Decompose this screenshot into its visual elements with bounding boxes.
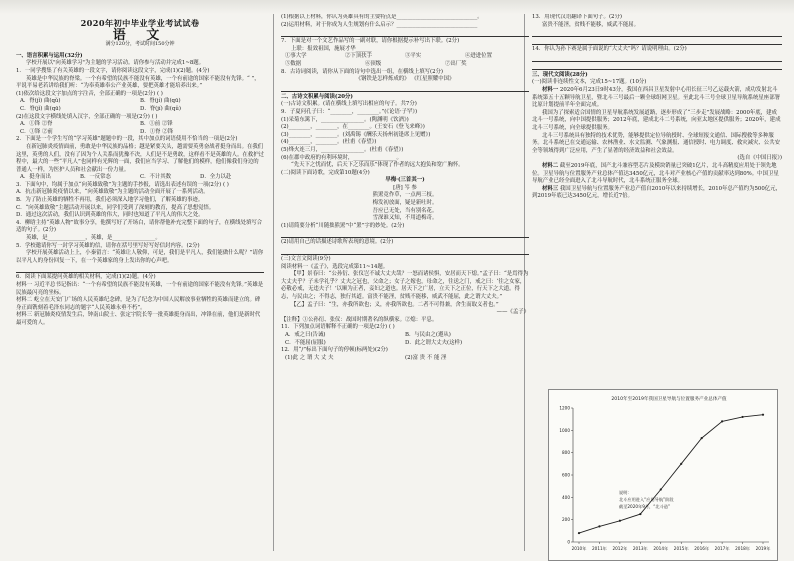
option: B．①前 ②锋 [140, 121, 173, 128]
option: (2)富 贵 不 能 淫 [405, 354, 447, 361]
y-tick-label: 600 [562, 472, 570, 478]
option: ⑤数据 [285, 60, 302, 67]
q7-text: 上联：报效祖国，施展才华______ [291, 45, 372, 52]
column-2 [281, 14, 529, 553]
poem-line: 吾应已无处，当有别名花。 [372, 207, 438, 214]
section-3a: (一)阅读非连续性文本，完成15~17题。(10分) [532, 79, 647, 86]
q6-2: (2)运用材料，对于你成为人生规划有什么启示？______________________________ [281, 21, 478, 28]
q13-text: 富贵不能淫，贫贱不能移，威武不能屈。 [542, 21, 640, 28]
x-tick-label: 2012年 [612, 546, 628, 551]
data-point [721, 420, 723, 422]
chart-marks [578, 414, 764, 535]
answer-line[interactable] [532, 63, 782, 70]
section-2c: (三)文言文阅读(9分) [281, 256, 331, 263]
option: ④进进位置 [465, 53, 492, 60]
option: D．此之谓大丈夫(这样) [405, 339, 463, 346]
q3-option-d: D．通过这次活动，我们认识到英雄的伟大，同时也知道了平凡人的伟大之处。 [16, 212, 204, 219]
data-point [619, 520, 621, 522]
option: D．①脊 ②锋 [140, 128, 173, 135]
material-1-para-3: 北斗三号系统具有独特的技术优势，能够提供定位导航授时、全球短报文通信、国际搜救等多种服务。北斗系统已在交通运输、农林渔业、水文监测、气象测报、通信授时、电力调度、救灾减灾、公共安全等领域得到广泛应用，产生了显著的经济效益和社会效益。 [532, 132, 780, 154]
material-2-text [532, 163, 782, 186]
option: B．与民由之(遵从) [405, 331, 451, 338]
x-tick-label: 2010年 [571, 546, 587, 551]
option: C．不计其数 [140, 174, 172, 181]
q3-option-a: A．抗击新冠肺炎疫情以来，“向英雄致敬”为主题的活动全面开展了一系列活动。 [16, 189, 209, 196]
chart-annotation-1: 说明： [619, 490, 632, 495]
option: ③平实 [405, 53, 422, 60]
x-tick-label: 2014年 [653, 546, 669, 551]
option: ⑥顶级 [365, 60, 382, 67]
classical-intro: 阅读材料一《孟子》，选段完成第11~14题。 [281, 263, 389, 270]
material-3-body: 我国卫星导航与位置服务产业总产值自2010年以来持续增长，2010年总产值约为500亿元，到2019年底已达3450亿元，增长近7倍。 [532, 185, 781, 200]
chart-annotation-3: 截至2020年9月，“北斗造” [619, 504, 671, 509]
y-tick-label: 0 [567, 539, 570, 545]
q4-stem: 4．柳晗主持“英雄人物”故事分享，他撰写好了开场白，请你帮他补充完整下面的句子，在横线处填写合适的句子。(2分) [16, 219, 263, 234]
classical-source: ——《孟子》 [496, 309, 529, 316]
data-point [762, 414, 764, 416]
option: A．脊(jǐ) 曲(qǔ) [20, 98, 61, 105]
q5-text: 学校开展英雄活动上上，小秦留言：“英雄让人敬仰，可是，我们是平凡人，我们能做什么呢？”请你以平凡人的身份回复一下，在一个英雄家的身上发出你的心声吧。 [16, 250, 264, 264]
data-point [578, 532, 580, 534]
answer-line[interactable] [281, 231, 529, 238]
option: C．不能屈(屈服) [285, 339, 326, 346]
q10-1: (1)请简要分析“川随拙熊罴”中“罴”字的妙处。(2分) [281, 222, 405, 229]
material-2: 材料二 屹立在天安门广场的人民英雄纪念碑，是为了纪念为中国人民解放事业牺牲的英雄而建立的。碑身正面镌刻着毛泽东同志的题字“人民英雄永垂不朽”。 [16, 297, 261, 311]
intro-text: 学校开展以"向英雄学习"为主题的学习活动。请你参与活动并完成1~8题。 [26, 60, 205, 67]
answer-line[interactable] [16, 266, 264, 273]
chart-annotation-2: 北斗应用进入“应用导航”阶段 [619, 497, 674, 502]
section-2-heading: 二、古诗文积累与阅读(20分) [281, 93, 353, 100]
y-tick-label: 1200 [559, 405, 570, 411]
series-line [579, 415, 763, 533]
x-tick-label: 2017年 [714, 546, 730, 551]
x-tick-label: 2018年 [735, 546, 750, 551]
s2-item: 9．子夏问孔子曰：“________，________。”(《论语·子罕》) [281, 108, 418, 115]
s2-item: (5)烽火连三月，________________。(杜甫《春望》) [281, 146, 404, 153]
answer-line[interactable] [532, 38, 782, 45]
option: C．①锋 ②前 [20, 128, 53, 135]
answer-line[interactable] [281, 30, 529, 37]
section-2b: (二)阅读下面诗歌，完成第10题(4分) [281, 169, 370, 176]
subject-title: 语 文 [112, 27, 168, 43]
option: C．脊(jǐ) 曲(qū) [20, 105, 61, 112]
q7-options [281, 53, 529, 61]
data-point [741, 416, 743, 418]
q4-text: 英雄，是______________，英雄，是________________。 [26, 235, 161, 242]
q3-option-b: B．为了防止英雄的牺牲不再用，我们必须深入地学习他们，了解英雄的事迹。 [16, 197, 204, 204]
s2-item: (6)在郡中政府的有利环境时，________________。 [281, 154, 402, 161]
q11-options [281, 332, 529, 340]
option: (1)此 之 谓 大 丈 夫 [285, 354, 334, 361]
data-point [680, 463, 682, 465]
poem-line: 熊罴竟作草，一点两三枝。 [372, 192, 438, 199]
answer-line[interactable] [532, 30, 782, 37]
q12-options [281, 355, 529, 363]
y-tick-label: 400 [562, 494, 570, 500]
exam-title: 2020年初中毕业学业考试试卷 [80, 18, 200, 28]
chart-title: 2010年至2019年我国卫星导航与位置服务产业总体产值 [611, 397, 727, 402]
q11-notes: 【注释】①公孙衍、张仪：战国时期著名的纵横家。②熄：平息。 [281, 316, 438, 323]
material-1-body: 2020年6月23日9时43分，我国在西昌卫星发射中心用长征三号乙运载火箭，成功发射北斗系统第五十五颗导航卫星，暨北斗三号最后一颗全球组网卫星。至此北斗三号全球卫星导航系统星座部署比原计划提前半年全面完成。 [532, 86, 780, 109]
option: D．全力以赴 [200, 174, 232, 181]
q1-2-stem: (2)在这段文字横线处填入汉字，全部正确的一项是(2分) ( ) [16, 113, 158, 120]
option: ①事大学 [285, 53, 307, 60]
q12-stem: 12．用“/”标出下面句子的停顿(标两处)(2分) [281, 347, 388, 354]
y-tick-label: 800 [562, 450, 570, 456]
q1-1-options [16, 98, 264, 106]
y-tick-label: 1000 [559, 427, 570, 433]
q1-1-stem: (1)依次给这段文字加点的字注音，全部正确的一项是(2分) ( ) [16, 90, 163, 97]
chart-axes [559, 406, 770, 553]
q5-stem: 5．学校邀请你写一封学习英雄的信，请你在括号里写好写好信封内容。(2分) [16, 242, 200, 249]
q14-stem: 14．你认为孙下赛是属于面说的“大丈夫”吗？请说明理由。(2分) [532, 46, 687, 53]
section-1-heading: 一、语言积累与运用(32分) [16, 52, 83, 59]
material-1-source: (选自《中国日报》) [737, 155, 782, 162]
q1-1-options-b [16, 106, 264, 114]
q11-stem: 11．下列加点词语解释不正确的一项是(2分) ( ) [281, 324, 395, 331]
q2-options [16, 174, 264, 182]
q2-passage: 在新冠肺炎疫情面前，勇敢是中华民族的品格；越是紧要关头，越需要英勇奋战者挺身而出。在我们这里，英勇的人们，没有了因为个人关系而犹豫不决，人们是不是勇敢，这样看不是英雄的人。在救护过程中，最大的一些“平凡人”也同样有光辉的一面，我们应当学习、了解他们的模样，他们像我们身边的普通人一样，为医护人员和社会献出一份力量。 [16, 143, 264, 173]
q3-option-c: C．“向英雄致敬”主题活动开展以来，同学们受到了深刻的教育，提高了思想觉悟。 [16, 204, 215, 211]
material-1: 材料一 习近平总书记指出：“一个有希望的民族不能没有英雄，一个有前途的国家不能没有先锋。”英雄是民族最闪亮的坐标。 [16, 282, 264, 296]
q2-stem: 2．下面是一个学生写的“学习英雄”题题中的一段，其中加点的词语使用不恰当的一项是(2分) [16, 136, 238, 143]
scan-shadow [0, 0, 794, 14]
q1-passage: 英雄是中华民族的脊梁。一个有希望的民族不能没有英雄，一个有前途的国家不能没有先锋。“ ”，平说平易老若讲给我们听：“为奉英雄奉公产业英雄，要把英雄才能培养出来。” [16, 75, 260, 90]
chart-svg [549, 390, 777, 560]
option: A．挺身而出 [20, 174, 51, 181]
q6-1: (1)根据以上材料，你认为英雄具有的主要特点是______________________________。 [281, 14, 483, 20]
material-1-label: 材料一 [542, 86, 559, 93]
poem-line: 梅发初放面，疑是新吐时。 [372, 200, 438, 207]
data-point [701, 437, 703, 439]
option: D．脊(jí) 曲(qǔ) [140, 105, 181, 112]
q3-stem: 3．下面句中，均属于加点“向英雄致敬”为主题的手抄报，请选出表述有误的一项(2分) ( ) [16, 181, 229, 188]
s2-item: (1)采菊东篱下，________________。(陶渊明《饮酒》) [281, 116, 409, 123]
q8-text: 《钢铁是怎样炼成的》 《红星照耀中国》 [355, 76, 455, 83]
q6-stem: 6．阅读下面某提问英雄的相关材料，完成(1)(2)题。(4分) [16, 274, 156, 281]
answer-line[interactable] [281, 85, 529, 92]
option: A．①锋 ②脊 [20, 121, 53, 128]
exam-meta: 满分120分，考试时间150分钟 [105, 41, 175, 48]
s2-item: (2)________，________，在________。(王安石《登飞来峰》) [281, 124, 425, 131]
s2-note: “先天下之忧而忧，后天下之乐而乐”体现了作者的远大抱负和宽广胸怀。 [291, 162, 464, 169]
section-3-heading: 三、现代文阅读(28分) [532, 71, 588, 78]
x-tick-label: 2016年 [694, 546, 710, 551]
x-tick-label: 2019年 [755, 546, 771, 551]
data-point [598, 525, 600, 527]
option: ⑦出厂奖 [445, 60, 467, 67]
industry-output-chart [548, 389, 778, 561]
data-point [660, 488, 662, 490]
classical-passage-1: 【甲】景春曰：“公孙衍、张仪岂不诚大丈夫哉？一怒而诸侯惧，安居而天下熄。”孟子曰：“是焉得为大丈夫乎？子未学礼乎？丈夫之冠也，父命之；女子之嫁也，母命之，往送之门，戒之曰：‘往之女家，必敬必戒，无违夫子！’以顺为正者，妾妇之道也。居天下之广居，立天下之正位，行天下之大道。得志，与民由之；不得志，独行其道。富贵不能淫，贫贱不能移，威武不能屈，此之谓大丈夫。” [281, 271, 529, 300]
y-tick-label: 200 [562, 517, 570, 523]
column-divider-1 [273, 14, 274, 551]
poem-title: 早梅·(三首其一) [385, 177, 425, 184]
answer-line[interactable] [281, 248, 529, 255]
option: B．一反常态 [80, 174, 111, 181]
option: ②下顶扶手 [345, 53, 372, 60]
s2-item: (4)________，________。(杜甫《春望》) [281, 139, 377, 146]
material-3: 材料三 新冠肺炎疫情发生后，钟南山院士、张定宇院长等一批英雄挺身而出，冲锋在前，他们是新时代最可爱的人。 [16, 312, 261, 326]
s2-item: (3)________，________。(刘禹锡《酬乐天扬州初逢席上见赠》) [281, 131, 431, 138]
classical-passage-2: 【乙】孟子曰：“生，亦我所欲也；义，亦我所欲也。二者不可得兼，舍生而取义者也。” [291, 301, 499, 308]
option: A．戒之曰(告诫) [285, 331, 326, 338]
material-2-body: 截至2019年底，国产北斗兼容型芯片及模块销量已突破1亿片，北斗高精度应用处于领先地位。卫星导航与位置服务产业总体产值达3450亿元，北斗对产业核心产值的贡献率达到80%。中国卫星导航产业已经全面进入了北斗导航时代，北斗系统正服务全球。 [532, 162, 779, 185]
q8-stem: 8．古诗词阅读，请你从下面的诗句中选出一组，在横线上填写(2分) [281, 68, 444, 75]
x-tick-label: 2013年 [632, 546, 648, 551]
material-1-para-2: 我国为了探索适合国情的卫星导航系统发展道路，逐步形成了“三步走”发展战略：2000年底，建成北斗一号系统，向中国提供服务；2012年底，建成北斗二号系统，向亚太地区提供服务；2020年，建成北斗三号系统，向全球提供服务。 [532, 109, 781, 131]
q7-options-b [281, 61, 529, 69]
material-3-text [532, 186, 782, 201]
column-1 [16, 14, 264, 553]
q7-stem: 7．下面是对一个文艺作品写的一副对联，请你根据提示补写出下联。(2分) [281, 38, 460, 45]
answer-line[interactable] [532, 55, 782, 62]
poem-author: [唐] 岑 参 [393, 184, 417, 191]
x-tick-label: 2015年 [673, 546, 689, 551]
q1-stem: 1．一同学搜集了有关英雄的一段文字，请你阅读这段文字，完成(1)(2)题。(4分) [16, 67, 210, 74]
x-tick-label: 2011年 [592, 546, 607, 551]
q13-stem: 13．用现代汉语翻译下面句子。(2分) [532, 14, 622, 20]
poem-line: 雪深谁又知，不用道梅奇。 [372, 215, 438, 222]
q1-2-options [16, 121, 264, 129]
option: B．脊(jí) 曲(qū) [140, 98, 181, 105]
q10-2: (2)请用自己的话描述诗歌所表现的意境。(2分) [281, 239, 394, 246]
material-3-label: 材料三 [542, 185, 559, 192]
section-2a: (一)古诗文积累。(请在横线上填写出相应的句子。共7分) [281, 101, 417, 108]
material-2-label: 材料二 [542, 162, 559, 169]
data-point [639, 513, 641, 515]
material-1-text [532, 87, 782, 110]
